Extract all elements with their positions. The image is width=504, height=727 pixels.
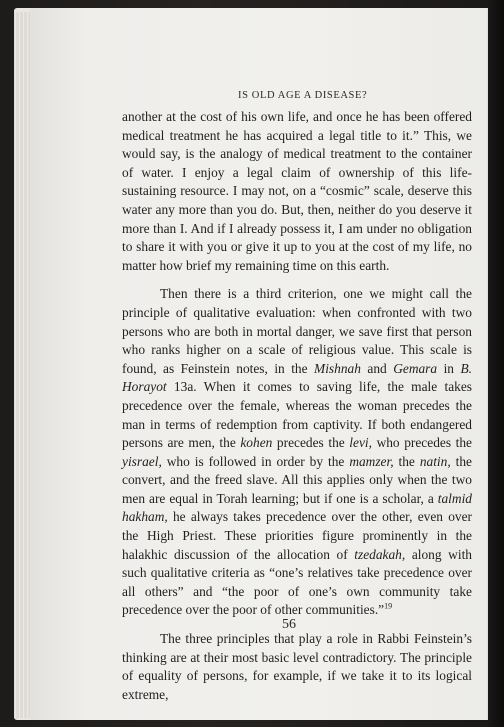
italic-term: tzedakah, (354, 546, 406, 562)
text-run: who precedes the (371, 435, 472, 451)
text-run: 13a. When it comes to saving life, the male takes precedence over the female, whereas the woman precedes the man in terms of redemption from captivity. If both endangered persons are men, the (122, 379, 472, 451)
text-run: Then there is a third criterion, one we might call the principle of qualitative evaluation: when confronted with two persons who are both in mortal danger, we save first that person who ranks higher on a scale of religious value. This scale is found, as Feinstein notes, in the (122, 286, 472, 376)
footnote-reference: 19 (384, 601, 393, 611)
text-run: the (393, 453, 420, 469)
text-run: The three principles that play a role in Rabbi Feinstein’s thinking are at their most basic level contradictory. The principle of equality of persons, for example, if we take it to its logical extreme, (122, 631, 472, 702)
paragraph-3 (122, 630, 472, 704)
body-text (122, 108, 472, 704)
paragraph-1 (122, 108, 472, 275)
italic-term: levi, (349, 435, 372, 451)
text-run: who is followed in order by the (161, 453, 350, 469)
page-number: 56 (282, 617, 296, 632)
italic-term: mamzer, (349, 453, 394, 469)
text-run: he always takes precedence over the other, even over the High Priest. These priorities figure prominently in the halakhic discussion of the allocation of (122, 509, 472, 562)
italic-term: yisrael, (122, 453, 162, 469)
text-run: another at the cost of his own life, and once he has been offered medical treatment he has acquired a legal title to it.” This, we would say, is the analogy of medical treatment to the container of water. I enjoy a legal claim of ownership of this life-sustaining resource. I may not, on a “cosmic” scale, deserve this water any more than you do. But, then, neither do you deserve it more than I. And if I already possess it, I am under no obligation to share it with you or give it up to you at the cost of my life, no matter how brief my remaining time on this earth. (122, 109, 472, 273)
text-run: the convert, and the freed slave. All this applies only when the two men are equal in Torah learning; but if one is a scholar, a (122, 453, 472, 506)
italic-term: talmid hakham, (122, 490, 472, 525)
italic-term: Mishnah (314, 360, 361, 376)
text-run: along with such qualitative criteria as “one’s relatives take precedence over all others” and “the poor of one’s own community take precedence over the poor of other communities.” (122, 546, 472, 618)
binding-shadow (486, 0, 504, 727)
italic-term: Gemara (393, 360, 438, 376)
italic-term: B. Horayot (122, 360, 472, 395)
running-head: IS OLD AGE A DISEASE? (238, 90, 368, 101)
text-run: in (437, 360, 461, 376)
italic-term: natin, (419, 453, 451, 469)
page-edges (14, 12, 30, 718)
italic-term: kohen (240, 435, 273, 451)
text-run: precedes the (272, 435, 350, 451)
text-run: and (360, 360, 394, 376)
paragraph-2 (122, 285, 472, 620)
